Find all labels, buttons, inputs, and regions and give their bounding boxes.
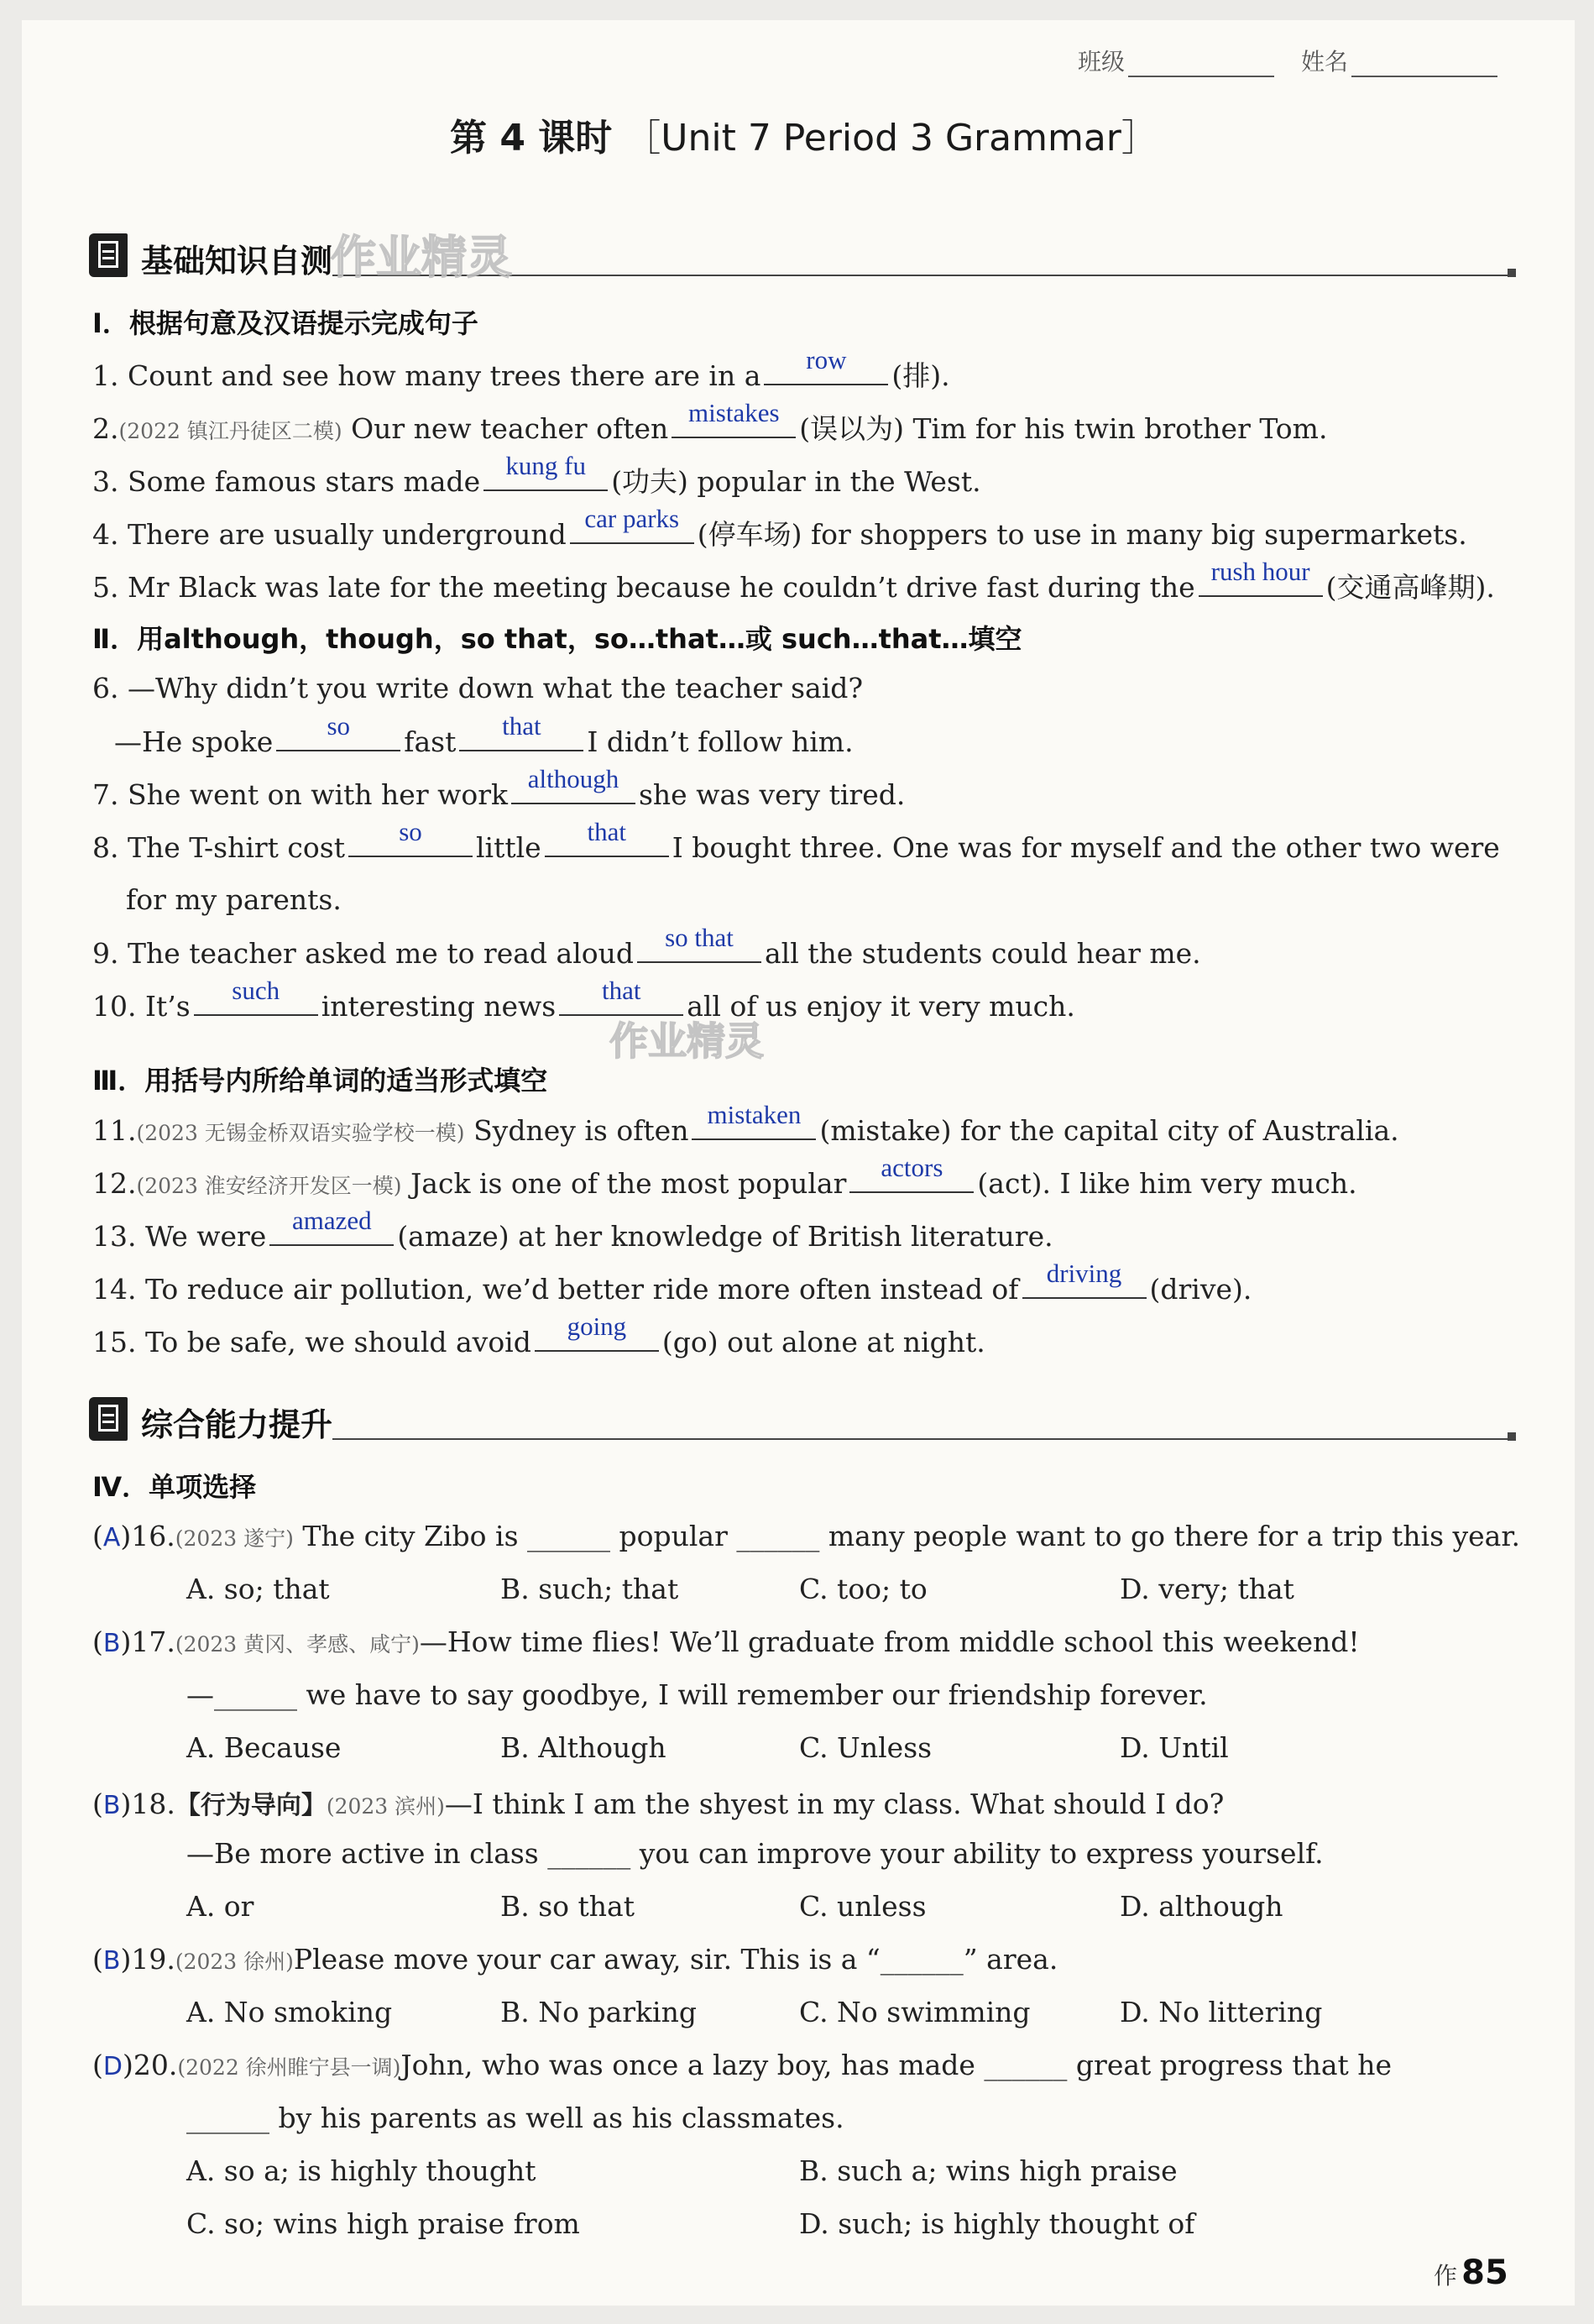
answer-text: driving <box>1046 1259 1122 1288</box>
answer-blank[interactable] <box>269 1206 394 1246</box>
question-13-text: 13. We were <box>92 1220 267 1253</box>
mc-option-b[interactable]: B. so that <box>500 1890 635 1923</box>
mc-question-19: (B)19.(2023 徐州)Please move your car away, sir. This is a “______” area. <box>92 1943 1058 1976</box>
section-advanced-header <box>89 1397 1516 1444</box>
mc-option-d[interactable]: D. very; that <box>1120 1573 1294 1605</box>
question-8-continued: for my parents. <box>126 883 342 916</box>
mc-question-16: (A)16.(2023 遂宁) The city Zibo is ______ popular ______ many people want to go there for a trip this year. <box>92 1520 1520 1552</box>
mc-option-d[interactable]: D. No littering <box>1120 1996 1323 2028</box>
answer-text: although <box>527 764 619 793</box>
question-source: (2023 淮安经济开发区一模) <box>136 1174 402 1198</box>
question-4-text: 4. There are usually underground <box>92 518 567 551</box>
question-12-text: Jack is one of the most popular <box>410 1167 847 1200</box>
part-2-heading: Ⅱ．用although，though，so that，so…that…或 such…that…填空 <box>92 623 1022 655</box>
mc-question-20: (D)20.(2022 徐州睢宁县一调)John, who was once a lazy boy, has made ______ great progress that he <box>92 2049 1393 2081</box>
question-14-end: (drive). <box>1149 1273 1252 1306</box>
answer-text: car parks <box>584 504 680 533</box>
mc-option-c[interactable]: C. unless <box>799 1890 927 1923</box>
question-9-end: all the students could hear me. <box>765 937 1201 970</box>
question-6-text: 6. —Why didn’t you write down what the teacher said? <box>92 672 864 704</box>
question-7 <box>92 764 906 811</box>
answer-blank[interactable] <box>483 451 608 491</box>
question-number: )19. <box>120 1943 175 1976</box>
answer-blank[interactable] <box>194 976 318 1016</box>
mc-option-c[interactable]: C. No swimming <box>799 1996 1031 2028</box>
question-3-hint: (功夫) popular in the West. <box>611 465 981 498</box>
name-field <box>1301 44 1497 77</box>
selected-answer[interactable]: A <box>102 1523 121 1552</box>
section-divider <box>332 1438 1511 1440</box>
page-title <box>450 107 1158 161</box>
class-input-line[interactable] <box>1128 54 1274 77</box>
question-source: (2023 滨州) <box>326 1794 445 1819</box>
question-14 <box>92 1259 1252 1306</box>
question-10-text: 10. It’s <box>92 990 191 1023</box>
answer-blank[interactable] <box>545 817 669 857</box>
question-11-text: Sydney is often <box>473 1114 689 1147</box>
question-8-text: 8. The T-shirt cost <box>92 831 345 864</box>
mc-option-b[interactable]: B. Although <box>500 1731 666 1764</box>
mc-question-20-continued: ______ by his parents as well as his classmates. <box>186 2102 844 2134</box>
question-source: (2022 徐州睢宁县一调) <box>177 2055 401 2080</box>
question-9 <box>92 923 1201 970</box>
answer-text: so <box>399 817 422 846</box>
question-2-text: Our new teacher often <box>351 412 669 445</box>
name-label: 姓名 <box>1301 48 1349 76</box>
section-basic-header <box>89 233 1516 280</box>
question-3 <box>92 451 981 500</box>
part-3-heading: Ⅲ．用括号内所给单词的适当形式填空 <box>92 1065 548 1097</box>
section-basic-title: 基础知识自测 <box>141 243 333 280</box>
question-stem: John, who was once a lazy boy, has made ______ great progress that he <box>400 2049 1393 2081</box>
mc-option-b[interactable]: B. such; that <box>500 1573 679 1605</box>
mc-option-d[interactable]: D. although <box>1120 1890 1283 1923</box>
question-6 <box>92 672 863 704</box>
mc-option-a[interactable]: A. so a; is highly thought <box>186 2154 536 2187</box>
question-1-text: 1. Count and see how many trees there are in a <box>92 359 761 392</box>
question-1-hint: (排). <box>891 359 950 392</box>
answer-text: row <box>806 345 847 374</box>
mc-option-a[interactable]: A. No smoking <box>186 1996 393 2028</box>
answer-blank[interactable] <box>1022 1259 1147 1299</box>
answer-blank[interactable] <box>849 1153 974 1193</box>
answer-blank[interactable] <box>764 345 888 385</box>
mc-option-a[interactable]: A. Because <box>186 1731 342 1764</box>
selected-answer[interactable]: D <box>102 2052 123 2081</box>
answer-text: actors <box>881 1153 943 1182</box>
question-10-word: interesting news <box>321 990 557 1023</box>
mc-option-c[interactable]: C. Unless <box>799 1731 933 1764</box>
question-11-end: (mistake) for the capital city of Australia. <box>819 1114 1399 1147</box>
section-divider-dot <box>1508 269 1516 277</box>
answer-text: so that <box>665 923 734 952</box>
question-source: (2023 徐州) <box>175 1950 294 1974</box>
answer-text: mistakes <box>688 398 780 427</box>
question-7-end: she was very tired. <box>638 778 906 811</box>
question-number: )18. <box>120 1787 175 1820</box>
question-5 <box>92 557 1495 605</box>
question-stem: The city Zibo is ______ popular ______ many people want to go there for a trip this year. <box>302 1520 1520 1552</box>
question-8 <box>92 817 1500 864</box>
question-5-text: 5. Mr Black was late for the meeting because he couldn’t drive fast during the <box>92 571 1195 604</box>
section-divider-dot <box>1508 1432 1516 1441</box>
part-4-heading: Ⅳ．单项选择 <box>92 1471 257 1503</box>
question-source: (2023 遂宁) <box>175 1526 294 1551</box>
question-15-text: 15. To be safe, we should avoid <box>92 1326 531 1358</box>
name-input-line[interactable] <box>1351 54 1497 77</box>
question-5-hint: (交通高峰期). <box>1325 571 1495 604</box>
question-number: )17. <box>120 1625 175 1658</box>
behavior-tag: 【行为导向】 <box>175 1791 327 1820</box>
question-6-reply-text: —He spoke <box>114 725 274 758</box>
question-stem: —How time flies! We’ll graduate from middle school this weekend! <box>419 1625 1360 1658</box>
worksheet-page <box>22 20 1575 2306</box>
mc-question-18-reply: —Be more active in class ______ you can improve your ability to express yourself. <box>186 1837 1324 1870</box>
question-source: (2022 镇江丹徒区二模) <box>118 419 342 443</box>
answer-blank[interactable] <box>459 711 583 751</box>
lesson-topic: ［Unit 7 Period 3 Grammar］ <box>624 117 1158 160</box>
answer-blank[interactable] <box>692 1100 816 1140</box>
answer-text: mistaken <box>707 1100 802 1129</box>
question-3-text: 3. Some famous stars made <box>92 465 481 498</box>
question-number: )16. <box>120 1520 175 1552</box>
question-stem: —I think I am the shyest in my class. What should I do? <box>444 1787 1225 1820</box>
selected-answer[interactable]: B <box>102 1791 121 1820</box>
question-6-reply <box>114 711 854 758</box>
class-label: 班级 <box>1078 48 1126 76</box>
section-book-icon <box>89 1397 128 1441</box>
page-number-value: 85 <box>1461 2253 1508 2292</box>
question-source: (2023 黄冈、孝感、咸宁) <box>175 1632 420 1657</box>
mc-option-c[interactable]: C. too; to <box>799 1573 928 1605</box>
answer-text: that <box>587 817 626 846</box>
question-10 <box>92 976 1075 1023</box>
answer-blank[interactable] <box>1199 557 1323 597</box>
answer-text: rush hour <box>1210 557 1310 586</box>
part-1-heading: Ⅰ．根据句意及汉语提示完成句子 <box>92 307 478 339</box>
question-15 <box>92 1311 985 1358</box>
mc-question-17-reply: —______ we have to say goodbye, I will remember our friendship forever. <box>186 1678 1208 1711</box>
answer-blank[interactable] <box>672 398 796 438</box>
answer-text: amazed <box>291 1206 372 1235</box>
answer-blank[interactable] <box>276 711 400 751</box>
question-number: 2. <box>92 412 119 445</box>
question-7-text: 7. She went on with her work <box>92 778 508 811</box>
section-advanced-title: 综合能力提升 <box>141 1406 333 1443</box>
question-number: 12. <box>92 1167 137 1200</box>
question-source: (2023 无锡金桥双语实验学校一模) <box>136 1121 465 1145</box>
question-12 <box>92 1153 1357 1200</box>
page-prefix: 作 <box>1434 2262 1458 2290</box>
question-10-end: all of us enjoy it very much. <box>687 990 1075 1023</box>
section-book-icon <box>89 233 128 277</box>
page-number <box>1434 2253 1508 2292</box>
question-13-end: (amaze) at her knowledge of British literature. <box>397 1220 1053 1253</box>
question-8-word: little <box>475 831 541 864</box>
answer-text: such <box>232 976 280 1005</box>
answer-text: so <box>327 711 351 741</box>
mc-option-a[interactable]: A. or <box>186 1890 254 1923</box>
question-number: 11. <box>92 1114 137 1147</box>
mc-option-a[interactable]: A. so; that <box>186 1573 330 1605</box>
question-1 <box>92 345 950 394</box>
mc-question-17: (B)17.(2023 黄冈、孝感、咸宁)—How time flies! We’ll graduate from middle school this weekend! <box>92 1625 1360 1658</box>
mc-option-b[interactable]: B. such a; wins high praise <box>799 2154 1178 2187</box>
answer-blank[interactable] <box>348 817 473 857</box>
question-6-word: fast <box>404 725 457 758</box>
mc-question-18: (B)18.【行为导向】(2023 滨州)—I think I am the shyest in my class. What should I do? <box>92 1787 1225 1820</box>
question-6-end: I didn’t follow him. <box>587 725 854 758</box>
mc-option-d[interactable]: D. Until <box>1120 1731 1229 1764</box>
question-stem: Please move your car away, sir. This is a “______” area. <box>293 1943 1058 1976</box>
question-14-text: 14. To reduce air pollution, we’d better ride more often instead of <box>92 1273 1019 1306</box>
question-number: )20. <box>122 2049 178 2081</box>
answer-blank[interactable] <box>511 764 635 804</box>
question-12-end: (act). I like him very much. <box>977 1167 1357 1200</box>
question-4-hint: (停车场) for shoppers to use in many big supermarkets. <box>697 518 1467 551</box>
selected-answer[interactable]: B <box>102 1946 121 1976</box>
mc-option-c[interactable]: C. so; wins high praise from <box>186 2207 580 2240</box>
question-11 <box>92 1100 1399 1147</box>
answer-text: going <box>567 1311 627 1341</box>
answer-text: that <box>601 976 641 1005</box>
selected-answer[interactable]: B <box>102 1629 121 1658</box>
question-9-text: 9. The teacher asked me to read aloud <box>92 937 634 970</box>
answer-blank[interactable] <box>637 923 761 963</box>
question-2 <box>92 398 1328 447</box>
answer-text: that <box>502 711 541 741</box>
question-13 <box>92 1206 1053 1253</box>
watermark-logo: 作业精灵 <box>609 1018 764 1064</box>
lesson-number: 第 4 课时 <box>450 117 613 160</box>
answer-blank[interactable] <box>535 1311 659 1352</box>
question-4 <box>92 504 1467 552</box>
question-8-end: I bought three. One was for myself and the other two were <box>672 831 1500 864</box>
watermark-logo: 作业精灵 <box>331 231 512 284</box>
class-field <box>1078 44 1274 77</box>
answer-blank[interactable] <box>570 504 694 544</box>
question-2-hint: (误以为) Tim for his twin brother Tom. <box>799 412 1328 445</box>
mc-option-d[interactable]: D. such; is highly thought of <box>799 2207 1195 2240</box>
answer-text: kung fu <box>505 451 586 480</box>
mc-option-b[interactable]: B. No parking <box>500 1996 697 2028</box>
question-15-end: (go) out alone at night. <box>661 1326 985 1358</box>
